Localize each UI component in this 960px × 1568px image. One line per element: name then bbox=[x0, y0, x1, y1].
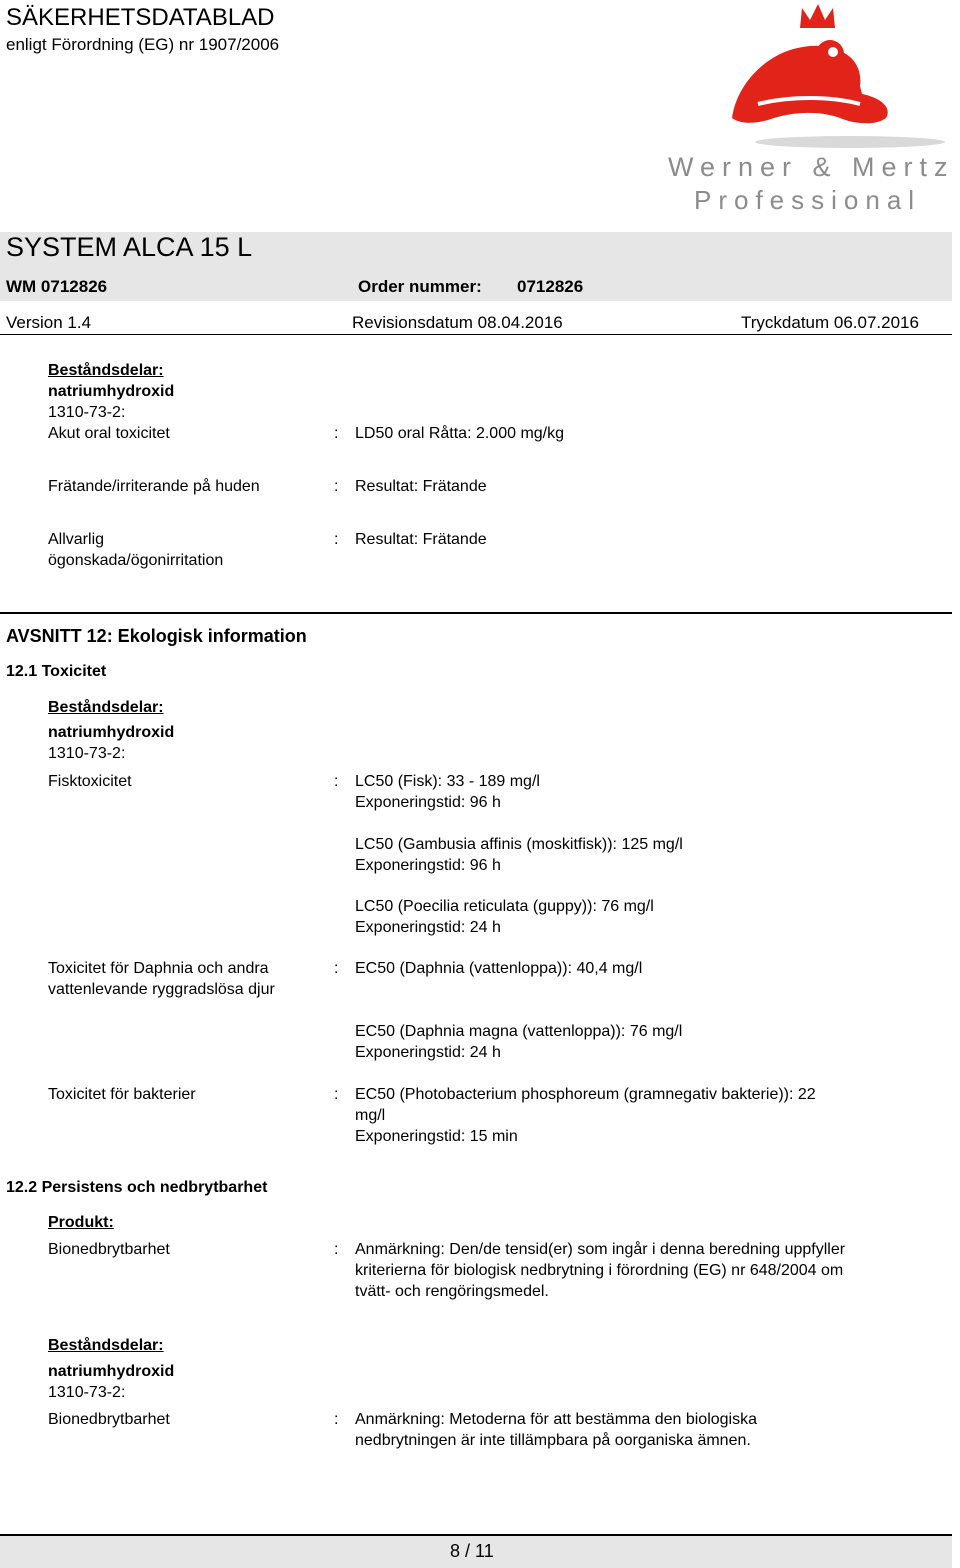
biodegradability-note-line2: nedbrytningen är inte tillämpbara på oorganiska ämnen. bbox=[355, 1432, 751, 1449]
colon: : bbox=[334, 425, 339, 442]
substance-name: natriumhydroxid bbox=[48, 724, 175, 741]
subsection-toxicity: 12.1 Toxicitet bbox=[6, 663, 107, 680]
product-heading: Produkt: bbox=[48, 1214, 114, 1231]
fish-toxicity-value-2: LC50 (Gambusia affinis (moskitfisk)): 125 mg/l bbox=[355, 836, 683, 853]
colon: : bbox=[334, 960, 339, 977]
biodegradability-value-line2: kriterierna för biologisk nedbrytning i förordning (EG) nr 648/2004 om bbox=[355, 1262, 844, 1279]
bacteria-value-line1: EC50 (Photobacterium phosphoreum (gramnegativ bakterie)): 22 bbox=[355, 1086, 816, 1103]
colon: : bbox=[334, 478, 339, 495]
components-heading: Beståndsdelar: bbox=[48, 362, 164, 379]
colon: : bbox=[334, 531, 339, 548]
order-number-label: Order nummer: bbox=[358, 277, 482, 296]
bacteria-toxicity-label: Toxicitet för bakterier bbox=[48, 1086, 196, 1103]
cas-number: 1310-73-2: bbox=[48, 745, 126, 762]
eye-damage-label-line2: ögonskada/ögonirritation bbox=[48, 552, 224, 569]
cas-number: 1310-73-2: bbox=[48, 404, 126, 421]
biodegradability-value-line3: tvätt- och rengöringsmedel. bbox=[355, 1283, 549, 1300]
logo-brand-name: Werner & Mertz bbox=[668, 152, 955, 182]
daphnia-label-line1: Toxicitet för Daphnia och andra bbox=[48, 960, 269, 977]
section-title: AVSNITT 12: Ekologisk information bbox=[6, 626, 307, 646]
fish-toxicity-label: Fisktoxicitet bbox=[48, 773, 132, 790]
product-name: SYSTEM ALCA 15 L bbox=[6, 232, 253, 262]
header-divider bbox=[0, 334, 952, 335]
wm-number: WM 0712826 bbox=[6, 277, 108, 296]
fish-exposure-1: Exponeringstid: 96 h bbox=[355, 794, 501, 811]
page-number: 8 / 11 bbox=[450, 1541, 494, 1561]
print-date: Tryckdatum 06.07.2016 bbox=[741, 313, 919, 332]
fish-toxicity-value-1: LC50 (Fisk): 33 - 189 mg/l bbox=[355, 773, 540, 790]
eye-damage-value: Resultat: Frätande bbox=[355, 531, 487, 548]
colon: : bbox=[334, 1411, 339, 1428]
revision-date: Revisionsdatum 08.04.2016 bbox=[352, 313, 563, 332]
order-number-value: 0712826 bbox=[517, 277, 584, 296]
eye-damage-label-line1: Allvarlig bbox=[48, 531, 105, 548]
biodegradability-value-line1: Anmärkning: Den/de tensid(er) som ingår i denna beredning uppfyller bbox=[355, 1241, 846, 1258]
bacteria-exposure: Exponeringstid: 15 min bbox=[355, 1128, 518, 1145]
substance-name: natriumhydroxid bbox=[48, 1363, 175, 1380]
cas-number: 1310-73-2: bbox=[48, 1384, 126, 1401]
bacteria-value-line2: mg/l bbox=[355, 1107, 386, 1124]
colon: : bbox=[334, 1086, 339, 1103]
skin-corrosion-value: Resultat: Frätande bbox=[355, 478, 487, 495]
acute-oral-toxicity-value: LD50 oral Råtta: 2.000 mg/kg bbox=[355, 425, 565, 442]
components-heading: Beståndsdelar: bbox=[48, 1337, 164, 1354]
components-heading: Beståndsdelar: bbox=[48, 699, 164, 716]
daphnia-value-1: EC50 (Daphnia (vattenloppa)): 40,4 mg/l bbox=[355, 960, 643, 977]
fish-exposure-3: Exponeringstid: 24 h bbox=[355, 919, 501, 936]
biodegradability-note-line1: Anmärkning: Metoderna för att bestämma den biologiska bbox=[355, 1411, 757, 1428]
biodegradability-label: Bionedbrytbarhet bbox=[48, 1411, 170, 1428]
logo-brand-line: Professional bbox=[694, 185, 922, 215]
fish-exposure-2: Exponeringstid: 96 h bbox=[355, 857, 501, 874]
version: Version 1.4 bbox=[6, 313, 92, 332]
acute-oral-toxicity-label: Akut oral toxicitet bbox=[48, 425, 170, 442]
skin-corrosion-label: Frätande/irriterande på huden bbox=[48, 478, 260, 495]
document-subtitle: enligt Förordning (EG) nr 1907/2006 bbox=[6, 35, 280, 54]
section-divider bbox=[0, 612, 952, 614]
substance-name: natriumhydroxid bbox=[48, 383, 175, 400]
daphnia-exposure: Exponeringstid: 24 h bbox=[355, 1044, 501, 1061]
colon: : bbox=[334, 1241, 339, 1258]
daphnia-value-2: EC50 (Daphnia magna (vattenloppa)): 76 mg/l bbox=[355, 1023, 683, 1040]
daphnia-label-line2: vattenlevande ryggradslösa djur bbox=[48, 981, 275, 998]
subsection-persistence: 12.2 Persistens och nedbrytbarhet bbox=[6, 1179, 268, 1196]
biodegradability-label: Bionedbrytbarhet bbox=[48, 1241, 170, 1258]
fish-toxicity-value-3: LC50 (Poecilia reticulata (guppy)): 76 mg/l bbox=[355, 898, 654, 915]
document-title: SÄKERHETSDATABLAD bbox=[6, 4, 275, 31]
colon: : bbox=[334, 773, 339, 790]
